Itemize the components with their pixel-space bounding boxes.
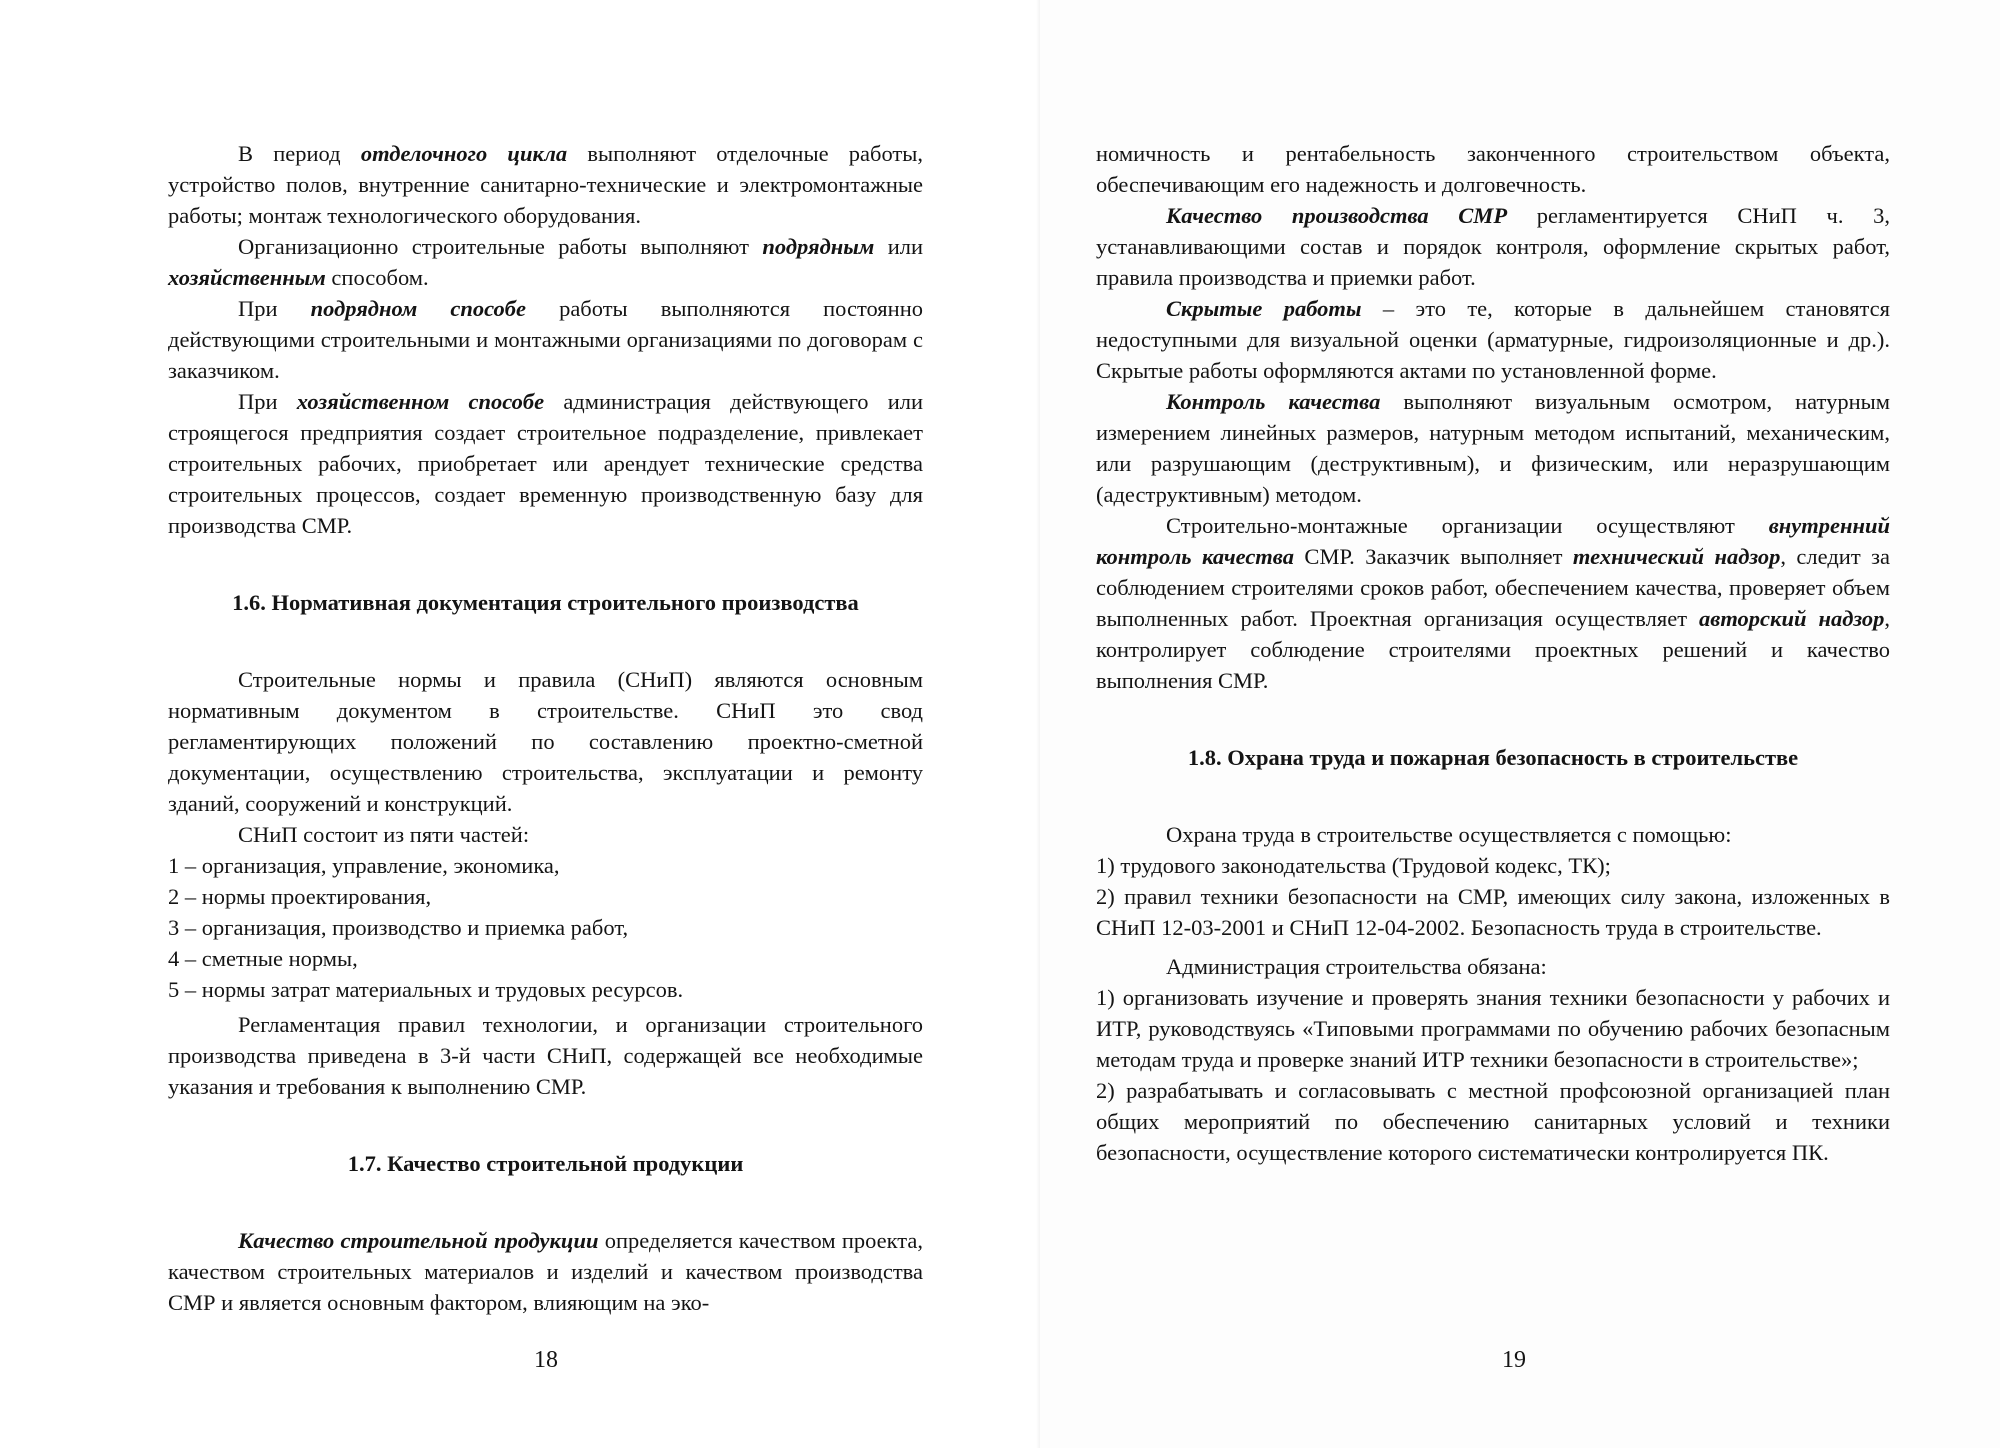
term-quality-control: Контроль качества (1166, 389, 1381, 414)
list-item: 5 – нормы затрат материальных и трудовых ресурсов. (168, 977, 684, 1002)
paragraph-continuation: номичность и рентабельность законченного строительством объекта, обеспечивающим его надежность и долговечность. (1096, 141, 1890, 197)
paragraph-regulation: Регламентация правил технологии, и организации строительного производства приведена в 3-й части СНиП, содержащей все необходимые указания и требования к выполнению СМР. (168, 1012, 923, 1099)
paragraph-methods: Организационно строительные работы выполняют подрядным или хозяйственным способом. (168, 234, 923, 290)
right-page (1040, 0, 2000, 1448)
list-item: 2) правил техники безопасности на СМР, имеющих силу закона, изложенных в СНиП 12-03-2001 и СНиП 12-04-2002. Безопасность труда в строительстве. (1096, 884, 1890, 940)
list-item: 1 – организация, управление, экономика, (168, 853, 560, 878)
paragraph-labor-protection: Охрана труда в строительстве осуществляется с помощью: (1166, 822, 1732, 847)
paragraph-administration: Администрация строительства обязана: (1166, 954, 1547, 979)
paragraph-snip-parts-intro: СНиП состоит из пяти частей: (238, 822, 530, 847)
term-contract-method: подрядном способе (310, 296, 526, 321)
term-product-quality: Качество строительной продукции (238, 1228, 599, 1253)
list-item: 4 – сметные нормы, (168, 946, 358, 971)
list-item: 1) трудового законодательства (Трудовой кодекс, ТК); (1096, 853, 1611, 878)
paragraph-contract-method: При подрядном способе работы выполняются постоянно действующими строительными и монтажными организациями по договорам с заказчиком. (168, 296, 923, 383)
list-item: 2) разрабатывать и согласовывать с местной профсоюзной организацией план общих мероприятий по обеспечению санитарных условий и техники безопасности, осуществление которого систематически контролируется ПК. (1096, 1078, 1890, 1165)
term-contract: подрядным (762, 234, 875, 259)
term-author-supervision: авторский надзор (1699, 606, 1885, 631)
paragraph-in-house-method: При хозяйственном способе администрация действующего или строящегося предприятия создает строительное подразделение, привлекает строительных рабочих, приобретает или арендует технические средства строительных процессов, создает временную производственную базу для производства СМР. (168, 389, 923, 538)
page-number: 18 (534, 1347, 558, 1373)
section-heading-1-7: 1.7. Качество строительной продукции (347, 1151, 744, 1176)
term-production-quality: Качество производства СМР (1166, 203, 1508, 228)
paragraph-production-quality: Качество производства СМР регламентируется СНиП ч. 3, устанавливающими состав и порядок контроля, оформление скрытых работ, правила производства и приемки работ. (1096, 203, 1890, 290)
list-item: 1) организовать изучение и проверять знания техники безопасности у рабочих и ИТР, руководствуясь «Типовыми программами по обучению рабочих безопасным методам труда и проверке знаний ИТР техники безопасности в строительстве»; (1096, 985, 1890, 1072)
term-finishing-cycle: отделочного цикла (360, 141, 568, 166)
paragraph-product-quality: Качество строительной продукции определяется качеством проекта, качеством строительных материалов и изделий и качеством производства СМР и является основным фактором, влияющим на эко- (168, 1228, 924, 1315)
paragraph-supervision: Строительно-монтажные организации осуществляют внутренний контроль качества СМР. Заказчик выполняет технический надзор, следит за соблюдением строителями сроков работ, обеспечением качества, проверяет объем выполненных работ. Проектная организация осуществляет авторский надзор, контролирует соблюдение строителями проектных решений и качество выполнения СМР. (1096, 513, 1891, 693)
left-page-text (168, 138, 923, 1318)
section-heading-1-8: 1.8. Охрана труда и пожарная безопасность в строительстве (1187, 745, 1799, 770)
paragraph-hidden-works: Скрытые работы – это те, которые в дальнейшем становятся недоступными для визуальной оценки (арматурные, гидроизоляционные и др.). Скрытые работы оформляются актами по установленной форме. (1096, 296, 1891, 383)
list-item: 3 – организация, производство и приемка работ, (168, 915, 629, 940)
page-number: 19 (1502, 1347, 1526, 1373)
list-item: 2 – нормы проектирования, (168, 884, 432, 909)
term-hidden-works: Скрытые работы (1166, 296, 1362, 321)
section-heading-1-6: 1.6. Нормативная документация строительного производства (232, 590, 859, 615)
paragraph-quality-control: Контроль качества выполняют визуальным осмотром, натурным измерением линейных размеров, натурным методом испытаний, механическим, или разрушающим (деструктивным), и физическим, или неразрушающим (адеструктивным) методом. (1096, 389, 1890, 507)
term-internal-control: внутренний контроль качества (1096, 513, 1890, 569)
paragraph-snip-definition: Строительные нормы и правила (СНиП) являются основным нормативным документом в строительстве. СНиП это свод регламентирующих положений по составлению проектно-сметной документации, осуществлению строительства, эксплуатации и ремонту зданий, сооружений и конструкций. (168, 667, 923, 816)
paragraph-finishing-cycle: В период отделочного цикла выполняют отделочные работы, устройство полов, внутренние санитарно-технические и электромонтажные работы; монтаж технологического оборудования. (168, 141, 923, 228)
term-technical-supervision: технический надзор (1572, 544, 1781, 569)
right-page-text (1096, 138, 1890, 1168)
term-in-house-method: хозяйственном способе (296, 389, 545, 414)
term-in-house: хозяйственным (168, 265, 326, 290)
